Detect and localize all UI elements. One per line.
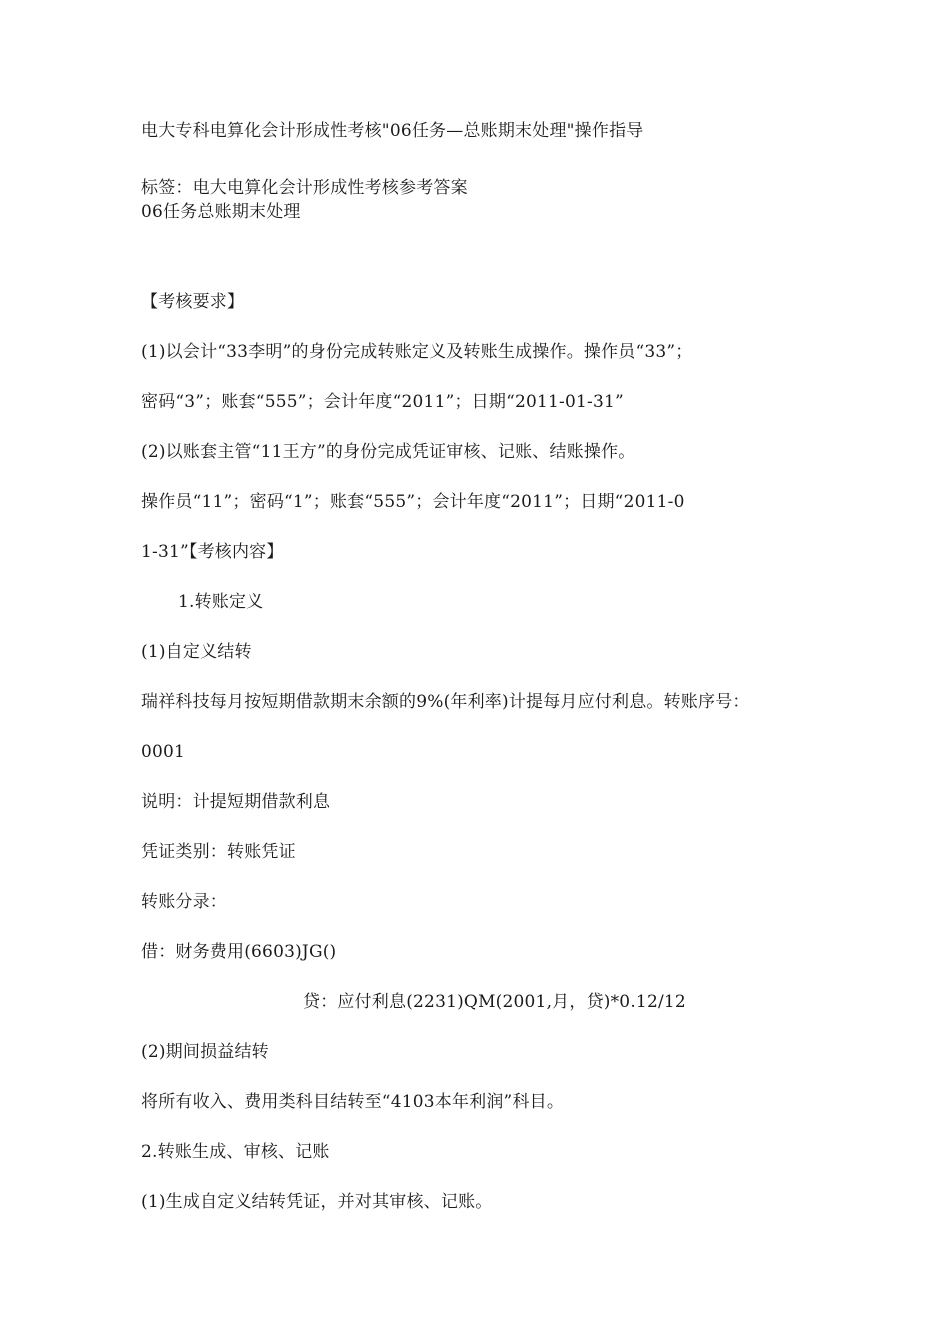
voucher-type-line: 凭证类别：转账凭证 — [141, 842, 296, 862]
debit-entry: 借：财务费用(6603)JG() — [141, 942, 337, 962]
entry-label: 转账分录： — [141, 892, 227, 912]
requirement-1-line-2: 密码“3”；账套“555”；会计年度“2011”；日期“2011-01-31” — [141, 392, 624, 412]
content-1-2-description: 将所有收入、费用类科目结转至“4103本年利润”科目。 — [141, 1092, 565, 1112]
content-1-1-heading: (1)自定义结转 — [141, 642, 252, 662]
transfer-number: 0001 — [141, 742, 186, 762]
content-1-2-heading: (2)期间损益结转 — [141, 1042, 269, 1062]
content-2-heading: 2.转账生成、审核、记账 — [141, 1142, 330, 1162]
document-subtitle: 06任务总账期末处理 — [141, 202, 301, 222]
tags-line: 标签：电大电算化会计形成性考核参考答案 — [141, 178, 468, 198]
content-1-heading: 1.转账定义 — [178, 592, 264, 612]
requirement-2-line-2: 操作员“11”；密码“1”；账套“555”；会计年度“2011”；日期“2011-0 — [141, 492, 685, 512]
explanation-line: 说明：计提短期借款利息 — [141, 792, 331, 812]
section-requirements-heading: 【考核要求】 — [141, 292, 245, 312]
requirement-1-line-1: (1)以会计“33李明”的身份完成转账定义及转账生成操作。操作员“33”； — [141, 342, 693, 362]
content-2-1-line: (1)生成自定义结转凭证，并对其审核、记账。 — [141, 1192, 493, 1212]
document-title: 电大专科电算化会计形成性考核"06任务—总账期末处理"操作指导 — [141, 121, 644, 141]
content-1-1-description: 瑞祥科技每月按短期借款期末余额的9%(年利率)计提每月应付利息。转账序号： — [141, 692, 750, 712]
requirement-2-line-3: 1-31”【考核内容】 — [141, 542, 284, 562]
requirement-2-line-1: (2)以账套主管“11王方”的身份完成凭证审核、记账、结账操作。 — [141, 442, 636, 462]
credit-entry: 贷：应付利息(2231)QM(2001,月，贷)*0.12/12 — [303, 992, 686, 1012]
